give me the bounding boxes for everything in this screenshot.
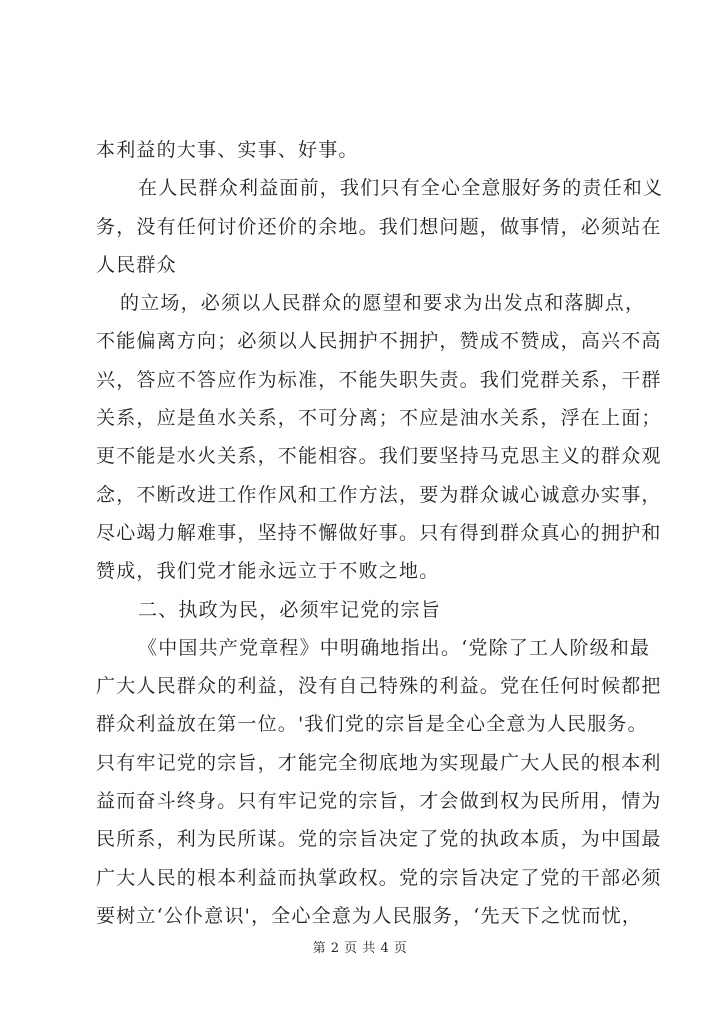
text-line-20: 广大人民的根本利益而执掌政权。党的宗旨决定了党的干部必须 — [96, 866, 662, 889]
text-line-14: 《中国共产党章程》中明确地指出。‘党除了工人阶级和最 — [138, 636, 651, 659]
text-line-15: 广大人民群众的利益，没有自己特殊的利益。党在任何时候都把 — [96, 675, 662, 698]
text-line-11: 尽心竭力解难事，坚持不懈做好事。只有得到群众真心的拥护和 — [96, 521, 662, 544]
text-line-6: 不能偏离方向；必须以人民拥护不拥护，赞成不赞成，高兴不高 — [96, 330, 662, 353]
text-line-12: 赞成，我们党才能永远立于不败之地。 — [96, 560, 440, 583]
document-body — [96, 131, 664, 935]
text-line-17: 只有牢记党的宗旨，才能完全彻底地为实现最广大人民的根本利 — [96, 751, 662, 774]
text-line-8: 关系，应是鱼水关系，不可分离；不应是油水关系，浮在上面； — [96, 407, 662, 430]
text-line-3: 务，没有任何讨价还价的余地。我们想问题，做事情，必须站在 — [96, 215, 662, 238]
text-line-19: 民所系，利为民所谋。党的宗旨决定了党的执政本质，为中国最 — [96, 828, 662, 851]
text-line-18: 益而奋斗终身。只有牢记党的宗旨，才会做到权为民所用，情为 — [96, 790, 662, 813]
section-heading: 二、执政为民，必须牢记党的宗旨 — [138, 598, 442, 621]
text-line-16: 群众利益放在第一位。'我们党的宗旨是全心全意为人民服务。 — [96, 713, 648, 736]
text-line-2: 在人民群众利益面前，我们只有全心全意服好务的责任和义 — [138, 177, 664, 200]
text-line-7: 兴，答应不答应作为标准，不能失职失责。我们党群关系，干群 — [96, 368, 662, 391]
text-line-5: 的立场，必须以人民群众的愿望和要求为出发点和落脚点， — [120, 292, 646, 315]
text-line-1: 本利益的大事、实事、好事。 — [96, 139, 359, 161]
text-line-4: 人民群众 — [96, 253, 177, 276]
text-line-21: 要树立‘公仆意识'，全心全意为人民服务，‘先天下之忧而忧， — [96, 904, 643, 927]
text-line-10: 念，不断改进工作作风和工作方法，要为群众诚心诚意办实事， — [96, 483, 662, 506]
text-line-9: 更不能是水火关系，不能相容。我们要坚持马克思主义的群众观 — [96, 445, 662, 468]
page-number-footer: 第 2 页 共 4 页 — [312, 941, 408, 956]
